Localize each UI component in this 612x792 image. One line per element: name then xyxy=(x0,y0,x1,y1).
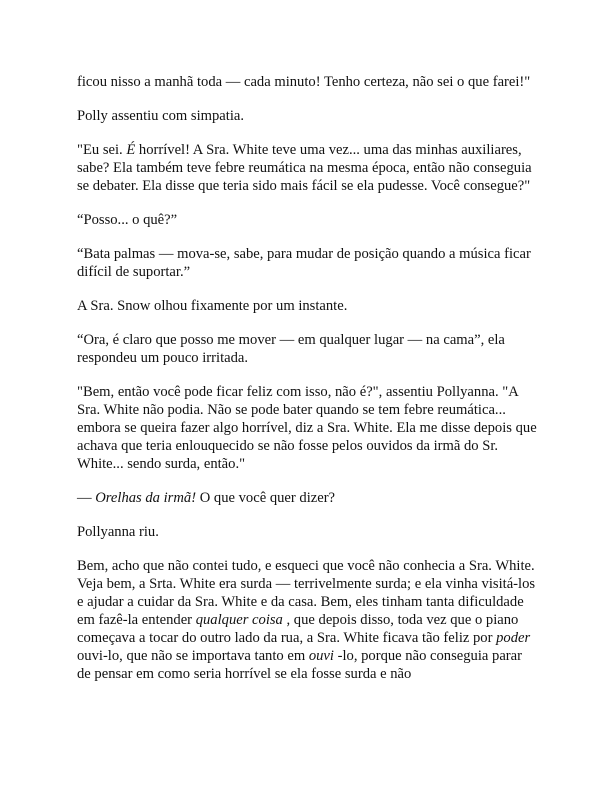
text-run: horrível! A Sra. White teve uma vez... uma das minhas auxiliares, sabe? Ela também teve febre reumática na mesma época, então não conseguia se debater. Ela disse que teria sido mais fácil se ela pudesse. Você consegue?" xyxy=(77,142,532,194)
paragraph xyxy=(77,523,539,541)
text-run: O que você quer dizer? xyxy=(196,490,336,506)
italic-text-run: ouvi xyxy=(308,648,334,664)
paragraph xyxy=(77,211,539,229)
text-run: , que depois disso, toda vez que o piano começava a tocar do outro lado da rua, a Sra. White ficava tão feliz por xyxy=(77,612,519,646)
italic-text-run: É xyxy=(126,142,136,158)
paragraph xyxy=(77,331,539,367)
paragraph xyxy=(77,557,539,683)
text-run: "Eu sei. xyxy=(77,142,127,158)
paragraph xyxy=(77,383,539,473)
text-run: ficou nisso a manhã toda — cada minuto! Tenho certeza, não sei o que farei!" xyxy=(77,74,531,90)
text-run: “Ora, é claro que posso me mover — em qualquer lugar — na cama”, ela respondeu um pouco irritada. xyxy=(77,332,505,366)
italic-text-run: qualquer coisa xyxy=(195,612,283,628)
text-run: “Posso... o quê?” xyxy=(77,212,178,228)
paragraph xyxy=(77,245,539,281)
text-run: Bem, acho que não contei tudo, e esqueci que você não conhecia a Sra. White. Veja bem, a Srta. White era surda — terrivelmente surda; e ela vinha visitá-los e ajudar a cuidar da Sra. White e da casa. Bem, eles tinham tanta dificuldade em fazê-la entender xyxy=(77,558,536,628)
text-run: ouvi-lo, que não se importava tanto em xyxy=(77,648,309,664)
paragraph xyxy=(77,141,539,195)
paragraph xyxy=(77,73,539,91)
paragraph xyxy=(77,297,539,315)
paragraph xyxy=(77,107,539,125)
text-run: Pollyanna riu. xyxy=(77,524,159,540)
document-text-body xyxy=(77,73,539,699)
text-run: “Bata palmas — mova-se, sabe, para mudar de posição quando a música ficar difícil de suportar.” xyxy=(77,246,531,280)
text-run: -lo, porque não conseguia parar de pensar em como seria horrível se ela fosse surda e não xyxy=(77,648,522,682)
italic-text-run: Orelhas da irmã! xyxy=(95,490,197,506)
italic-text-run: poder xyxy=(496,630,531,646)
text-run: A Sra. Snow olhou fixamente por um instante. xyxy=(77,298,348,314)
paragraph xyxy=(77,489,539,507)
text-run: — xyxy=(77,490,96,506)
text-run: "Bem, então você pode ficar feliz com isso, não é?", assentiu Pollyanna. "A Sra. White não podia. Não se pode bater quando se tem febre reumática... embora se queira fazer algo horrível, diz a Sra. White. Ela me disse depois que achava que teria enlouquecido se não fosse pelos ouvidos da irmã do Sr. White... sendo surda, então." xyxy=(77,384,537,472)
text-run: Polly assentiu com simpatia. xyxy=(77,108,245,124)
